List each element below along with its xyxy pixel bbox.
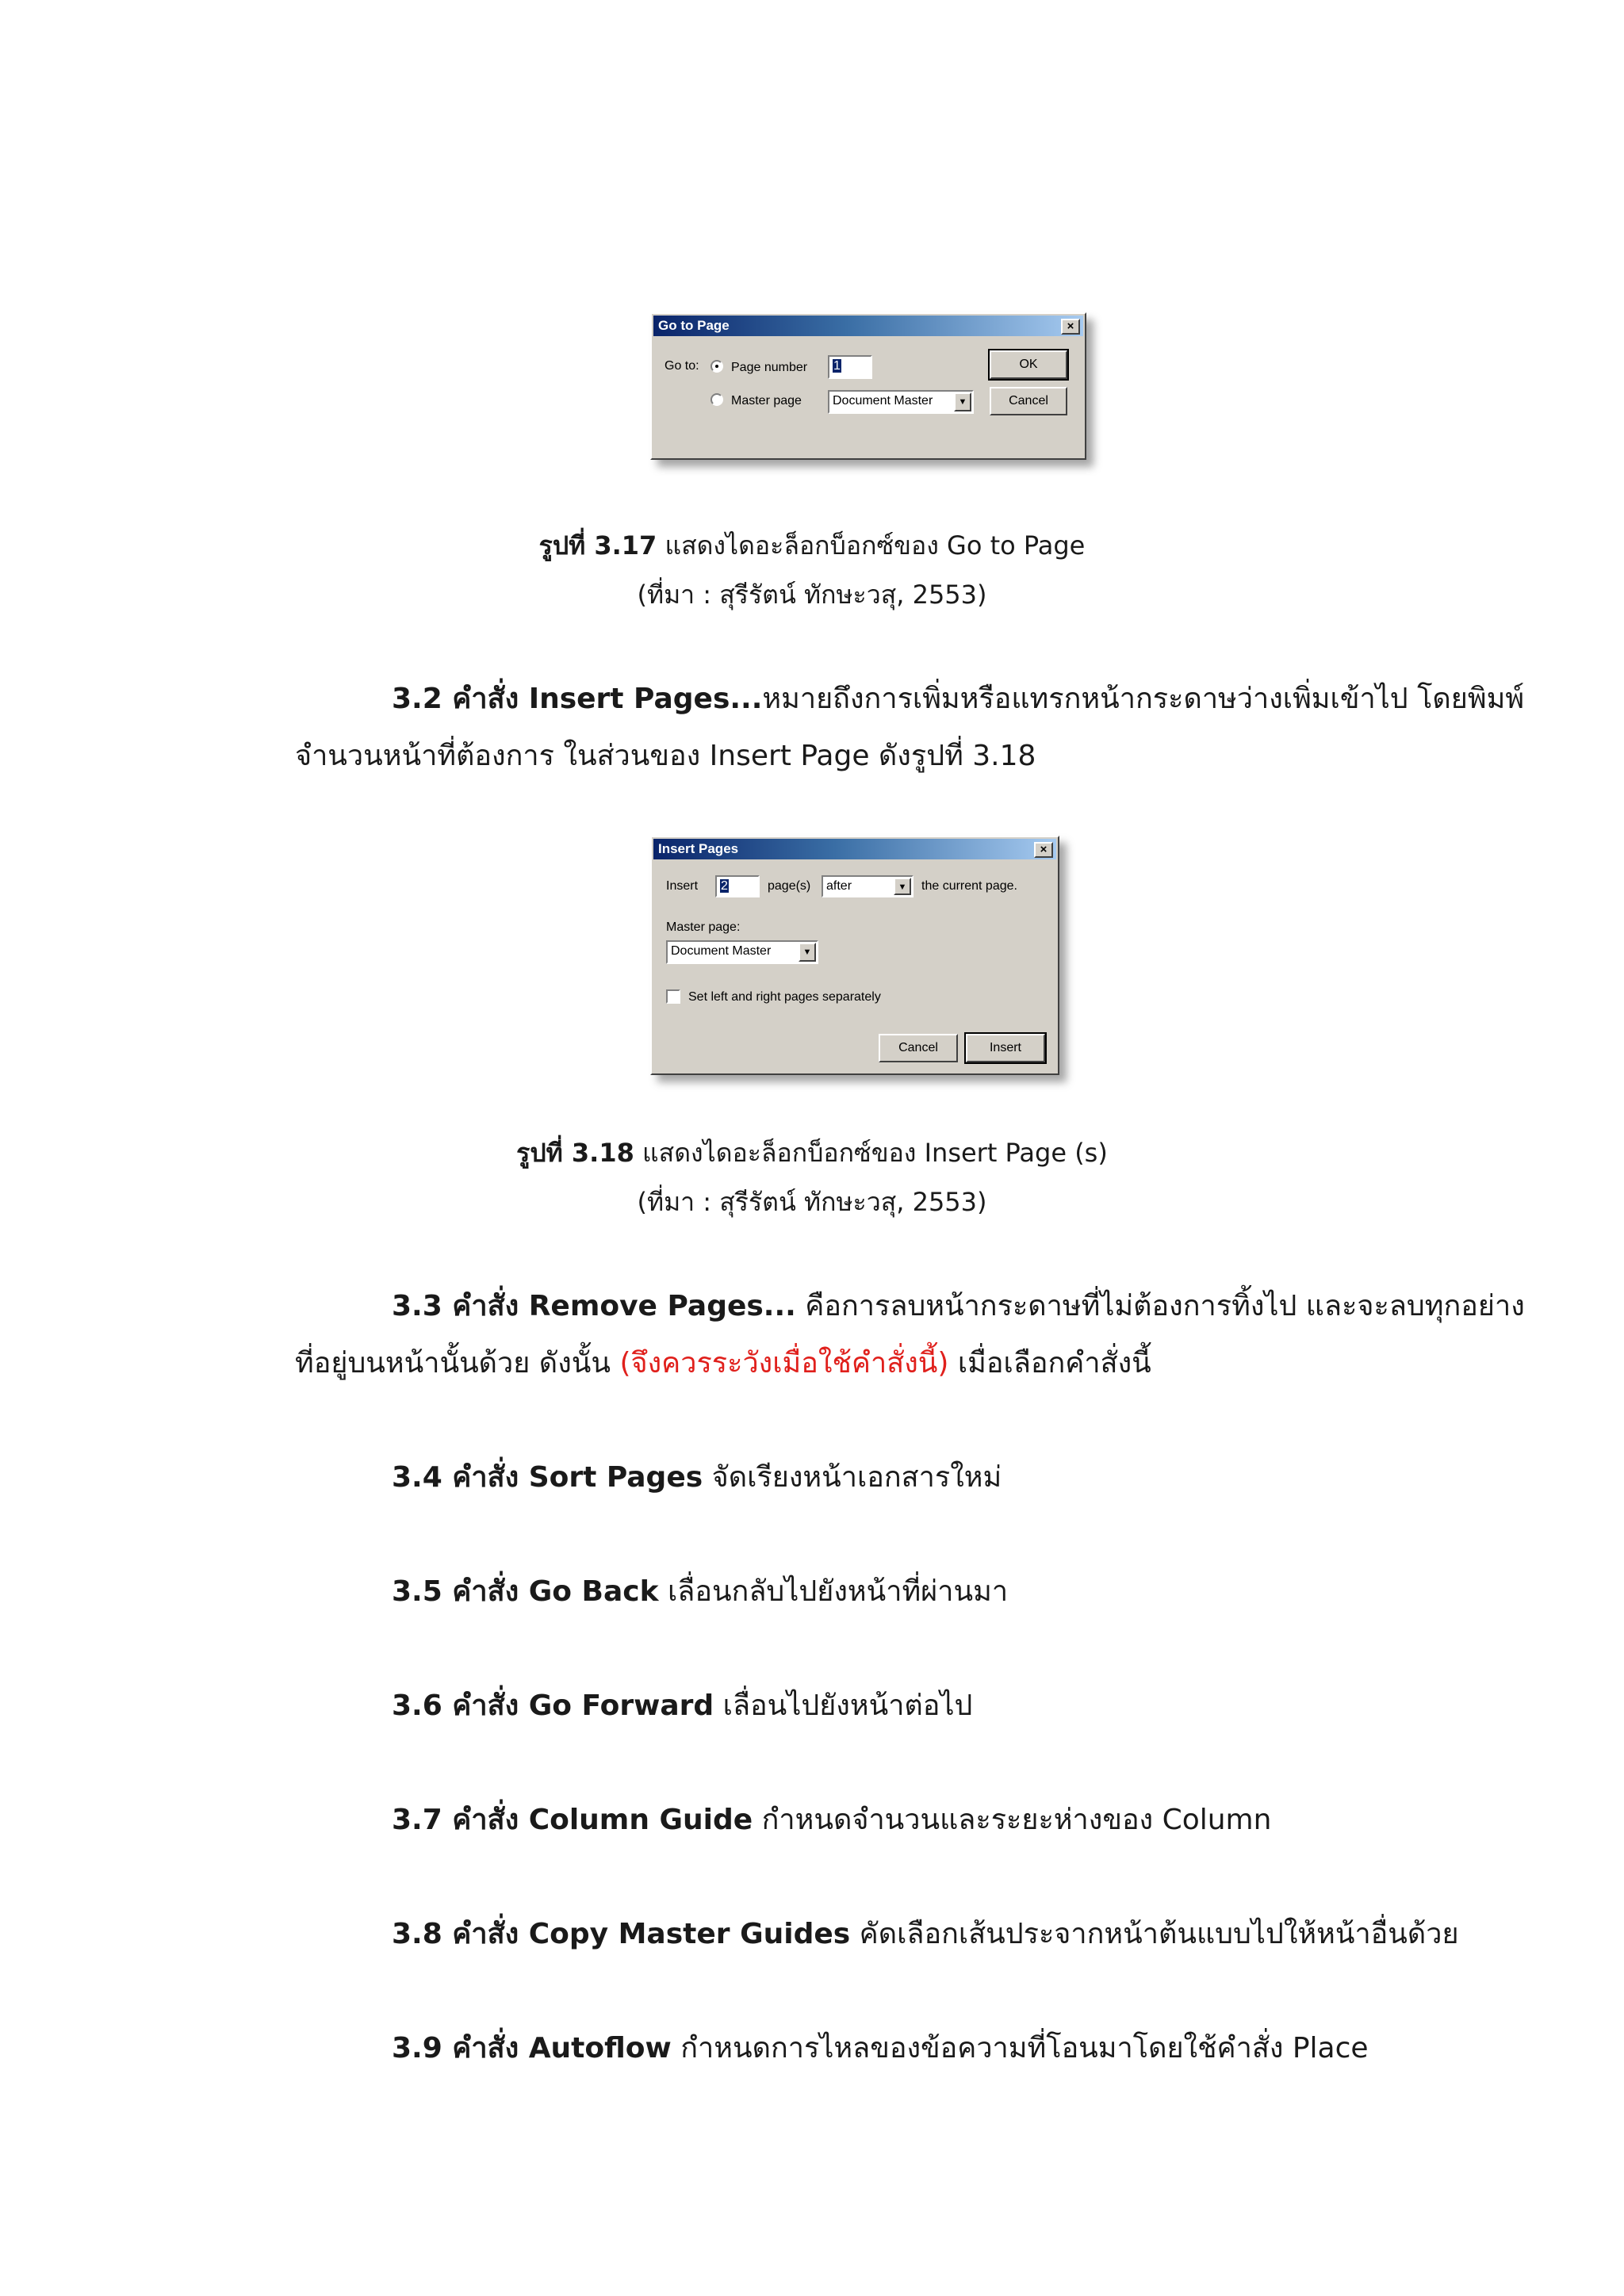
section-33-line1: [392, 1278, 1525, 1335]
goto-label: Go to:: [665, 359, 699, 373]
figure-317-text: แสดงไดอะล็อกบ็อกซ์ของ Go to Page: [657, 530, 1086, 561]
list-item-37: [392, 1792, 1271, 1849]
section-32-line1: [392, 671, 1524, 728]
page-number-value: 1: [833, 359, 841, 373]
current-page-label: the current page.: [921, 879, 1017, 893]
master-select-value: Document Master: [833, 394, 933, 408]
master-page-label: Master page: [731, 394, 802, 408]
position-value: after: [826, 879, 852, 893]
list-item-36: [392, 1678, 972, 1735]
section-33-line2-end: เมื่อเลือกคำสั่งนี้: [948, 1347, 1151, 1380]
list-item-39: [392, 2020, 1369, 2077]
figure-317-source: (ที่มา : สุรีรัตน์ ทักษะวสุ, 2553): [637, 580, 987, 610]
figure-317-caption: [0, 528, 1624, 563]
item-heading: 3.7 คำสั่ง Column Guide: [392, 1804, 753, 1836]
pages-label: page(s): [768, 879, 811, 893]
separate-pages-checkbox[interactable]: [666, 989, 680, 1004]
close-icon[interactable]: ×: [1061, 319, 1080, 335]
master-page-select[interactable]: [828, 390, 974, 414]
item-text: จัดเรียงหน้าเอกสารใหม่: [703, 1461, 1002, 1494]
section-32-text: หมายถึงการเพิ่มหรือแทรกหน้ากระดาษว่างเพิ่มเข้าไป โดยพิมพ์: [762, 683, 1525, 715]
close-icon[interactable]: ×: [1034, 842, 1053, 858]
list-item-34: [392, 1449, 1002, 1506]
goto-dialog-title: Go to Page: [658, 318, 730, 333]
figure-318-text: แสดงไดอะล็อกบ็อกซ์ของ Insert Page (s): [634, 1138, 1108, 1168]
insert-pages-dialog: [650, 836, 1059, 1075]
insert-button[interactable]: Insert: [966, 1034, 1045, 1062]
insert-dialog-title: Insert Pages: [658, 841, 739, 856]
item-text: คัดเลือกเส้นประจากหน้าต้นแบบไปให้หน้าอื่นด้วย: [850, 1918, 1459, 1950]
item-text: กำหนดจำนวนและระยะห่างของ Column: [753, 1804, 1272, 1836]
separate-pages-label: Set left and right pages separately: [688, 990, 881, 1004]
figure-318-number: รูปที่ 3.18: [516, 1138, 634, 1168]
item-heading: 3.6 คำสั่ง Go Forward: [392, 1689, 714, 1722]
page-number-radio[interactable]: [710, 360, 723, 373]
master-select-value: Document Master: [671, 944, 772, 958]
master-page-select[interactable]: [666, 940, 818, 964]
section-32-heading: 3.2 คำสั่ง Insert Pages...: [392, 683, 763, 715]
warning-text: (จึงควรระวังเมื่อใช้คำสั่งนี้): [619, 1347, 949, 1380]
page-number-label: Page number: [731, 361, 808, 374]
insert-count-value: 2: [721, 879, 728, 893]
page-number-input[interactable]: [828, 355, 872, 379]
ok-button[interactable]: OK: [990, 350, 1067, 379]
section-33-text: คือการลบหน้ากระดาษที่ไม่ต้องการทิ้งไป และจะลบทุกอย่าง: [795, 1290, 1525, 1322]
section-32-line2: จำนวนหน้าที่ต้องการ ในส่วนของ Insert Page ดังรูปที่ 3.18: [295, 740, 1036, 772]
goto-page-dialog: [650, 312, 1086, 460]
position-select[interactable]: [822, 875, 914, 897]
list-item-35: [392, 1563, 1008, 1621]
item-text: เลื่อนกลับไปยังหน้าที่ผ่านมา: [658, 1575, 1009, 1608]
goto-dialog-titlebar: [653, 316, 1083, 336]
master-page-radio[interactable]: [710, 393, 723, 406]
chevron-down-icon[interactable]: ▼: [799, 943, 816, 962]
insert-dialog-titlebar: [653, 839, 1056, 859]
chevron-down-icon[interactable]: ▼: [894, 878, 911, 895]
chevron-down-icon[interactable]: ▼: [954, 392, 971, 411]
section-33-line2-start: ที่อยู่บนหน้านั้นด้วย ดังนั้น: [295, 1347, 620, 1380]
item-heading: 3.4 คำสั่ง Sort Pages: [392, 1461, 703, 1494]
item-heading: 3.5 คำสั่ง Go Back: [392, 1575, 659, 1608]
section-33-heading: 3.3 คำสั่ง Remove Pages...: [392, 1290, 796, 1322]
figure-318-source: (ที่มา : สุรีรัตน์ ทักษะวสุ, 2553): [637, 1187, 987, 1217]
insert-count-input[interactable]: [715, 875, 760, 897]
item-text: กำหนดการไหลของข้อความที่โอนมาโดยใช้คำสั่ง Place: [671, 2032, 1369, 2064]
cancel-button[interactable]: Cancel: [879, 1034, 958, 1062]
cancel-button[interactable]: Cancel: [990, 387, 1067, 415]
item-heading: 3.8 คำสั่ง Copy Master Guides: [392, 1918, 851, 1950]
master-page-label: Master page:: [666, 920, 741, 934]
section-33-line2: [295, 1335, 1151, 1392]
item-text: เลื่อนไปยังหน้าต่อไป: [714, 1689, 973, 1722]
figure-317-number: รูปที่ 3.17: [538, 530, 657, 561]
item-heading: 3.9 คำสั่ง Autoflow: [392, 2032, 672, 2064]
list-item-38: [392, 1906, 1459, 1963]
figure-318-caption: [0, 1135, 1624, 1170]
insert-label: Insert: [666, 879, 699, 893]
